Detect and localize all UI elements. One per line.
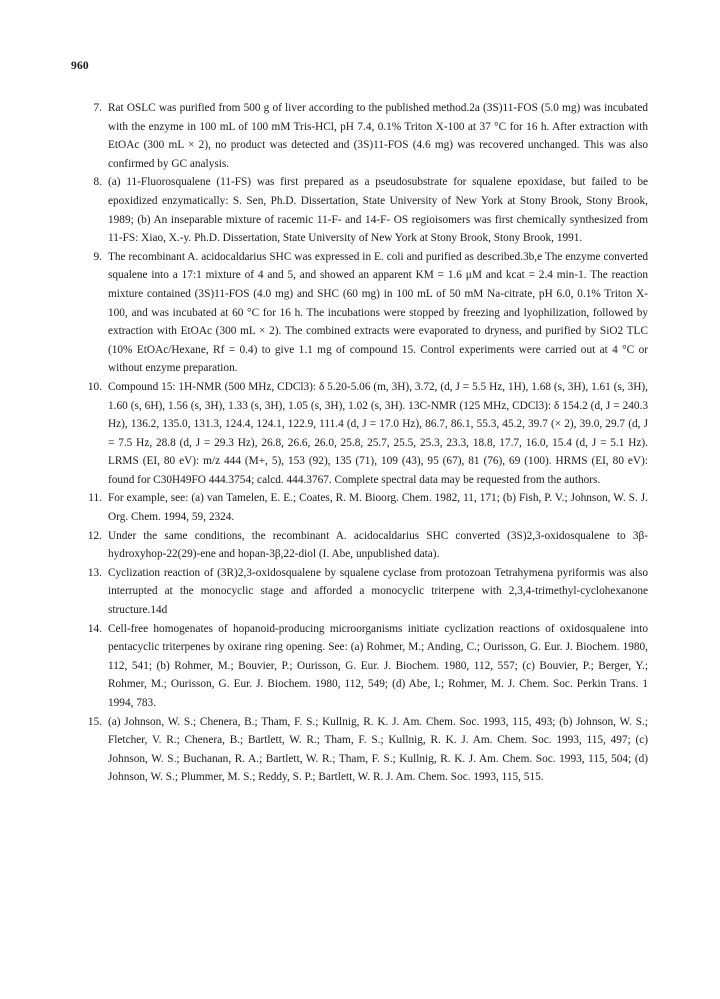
note-text: (a) 11-Fluorosqualene (11-FS) was first prepared as a pseudosubstrate for squalene epoxidase, but failed to be epoxidized enzymatically: S. Sen, Ph.D. Dissertation, State University of New York at Stony Brook, Stony Brook, 1989; (b) An inseparable mixture of racemic 11-F- and 14-F- OS regioisomers was first chemically synthesized from 11-FS: Xiao, X.-y. Ph.D. Dissertation, State University of New York at Stony Brook, Stony Brook, 1991. <box>108 176 648 245</box>
note-text: Cyclization reaction of (3R)2,3-oxidosqualene by squalene cyclase from protozoan Tetrahymena pyriformis was also interrupted at the monocyclic stage and afforded a monocyclic triterpene with 2,3,4-trimethyl-cyclohexanone structure.14d <box>108 566 648 617</box>
note-13 <box>82 564 648 620</box>
note-9 <box>82 248 648 378</box>
note-15 <box>82 713 648 787</box>
note-number: 14. <box>87 622 102 635</box>
note-number: 13. <box>87 566 102 579</box>
note-10 <box>82 378 648 490</box>
note-14 <box>82 620 648 713</box>
notes-list <box>82 99 648 787</box>
note-number: 11. <box>88 492 102 505</box>
note-number: 8. <box>93 176 102 189</box>
note-8 <box>82 173 648 247</box>
note-12 <box>82 527 648 564</box>
note-text: Rat OSLC was purified from 500 g of liver according to the published method.2a (3S)11-FOS (5.0 mg) was incubated with the enzyme in 100 mL of 100 mM Tris-HCl, pH 7.4, 0.1% Triton X-100 at 37 °C for 16 h. After extraction with EtOAc (300 mL × 2), no product was detected and (3S)11-FOS (4.6 mg) was recovered unchanged. This was also confirmed by GC analysis. <box>108 102 648 170</box>
note-text: Under the same conditions, the recombinant A. acidocaldarius SHC converted (3S)2,3-oxidosqualene to 3β-hydroxyhop-22(29)-ene and hopan-3β,22-diol (I. Abe, unpublished data). <box>108 529 648 561</box>
note-text: Compound 15: 1H-NMR (500 MHz, CDCl3): δ 5.20-5.06 (m, 3H), 3.72, (d, J = 5.5 Hz, 1H), 1.68 (s, 3H), 1.61 (s, 3H), 1.60 (s, 6H), 1.56 (s, 3H), 1.33 (s, 3H), 1.05 (s, 3H), 1.02 (s, 3H). 13C-NMR (125 MHz, CDCl3): δ 154.2 (d, J = 240.3 Hz), 136.2, 135.0, 131.3, 124.4, 124.1, 122.9, 111.4 (d, J = 17.0 Hz), 86.7, 86.1, 55.3, 45.2, 39.7 (× 2), 39.0, 29.7 (d, J = 7.5 Hz, 28.8 (d, J = 29.3 Hz), 26.8, 26.6, 26.0, 25.8, 25.7, 25.5, 25.3, 23.3, 18.8, 17.7, 16.0, 15.4 (d, J = 5.1 Hz). LRMS (EI, 80 eV): m/z 444 (M+, 5), 153 (92), 135 (71), 109 (43), 95 (67), 81 (76), 69 (100). HRMS (EI, 80 eV): found for C30H49FO 444.3754; calcd. 444.3767. Complete spectral data may be requested from the authors. <box>108 380 648 486</box>
note-text: (a) Johnson, W. S.; Chenera, B.; Tham, F. S.; Kullnig, R. K. J. Am. Chem. Soc. 1993, 115, 493; (b) Johnson, W. S.; Fletcher, V. R.; Chenera, B.; Bartlett, W. R.; Tham, F. S.; Kullnig, R. K. J. Am. Chem. Soc. 1993, 115, 497; (c) Johnson, W. S.; Buchanan, R. A.; Bartlett, W. R.; Tham, F. S.; Kullnig, R. K. J. Am. Chem. Soc. 1993, 115, 504; (d) Johnson, W. S.; Plummer, M. S.; Reddy, S. P.; Bartlett, W. R. J. Am. Chem. Soc. 1993, 115, 515. <box>108 715 648 784</box>
note-number: 7. <box>93 102 102 114</box>
note-7 <box>82 99 648 173</box>
note-text: For example, see: (a) van Tamelen, E. E.; Coates, R. M. Bioorg. Chem. 1982, 11, 171; (b) Fish, P. V.; Johnson, W. S. J. Org. Chem. 1994, 59, 2324. <box>108 492 648 524</box>
note-number: 12. <box>87 529 102 542</box>
note-11 <box>82 489 648 526</box>
note-text: Cell-free homogenates of hopanoid-producing microorganisms initiate cyclization reactions of oxidosqualene into pentacyclic triterpenes by oxirane ring opening. See: (a) Rohmer, M.; Anding, C.; Ourisson, G. Eur. J. Biochem. 1980, 112, 541; (b) Rohmer, M.; Bouvier, P.; Ourisson, G. Eur. J. Biochem. 1980, 112, 557; (c) Bouvier, P.; Berger, Y.; Rohmer, M.; Ourisson, G. Eur. J. Biochem. 1980, 112, 549; (d) Abe, I.; Rohmer, M. J. Chem. Soc. Perkin Trans. 1 1994, 783. <box>108 622 648 709</box>
note-number: 10. <box>87 380 102 393</box>
page-number: 960 <box>71 60 89 72</box>
note-number: 15. <box>87 715 102 728</box>
note-text: The recombinant A. acidocaldarius SHC was expressed in E. coli and purified as described.3b,e The enzyme converted squalene into a 17:1 mixture of 4 and 5, and showed an apparent KM = 1.6 μM and kcat = 2.4 min-1. The reaction mixture contained (3S)11-FOS (4.0 mg) and SHC (60 mg) in 100 mL of 50 mM Na-citrate, pH 6.0, 0.1% Triton X-100, and was incubated at 60 °C for 16 h. The incubations were stopped by freezing and lyophilization, followed by extraction with EtOAc (300 mL × 2). The combined extracts were evaporated to dryness, and purified by SiO2 TLC (10% EtOAc/Hexane, Rf = 0.4) to give 1.1 mg of compound 15. Control experiments were carried out at 4 °C or without enzyme preparation. <box>108 250 648 375</box>
note-number: 9. <box>93 250 102 263</box>
